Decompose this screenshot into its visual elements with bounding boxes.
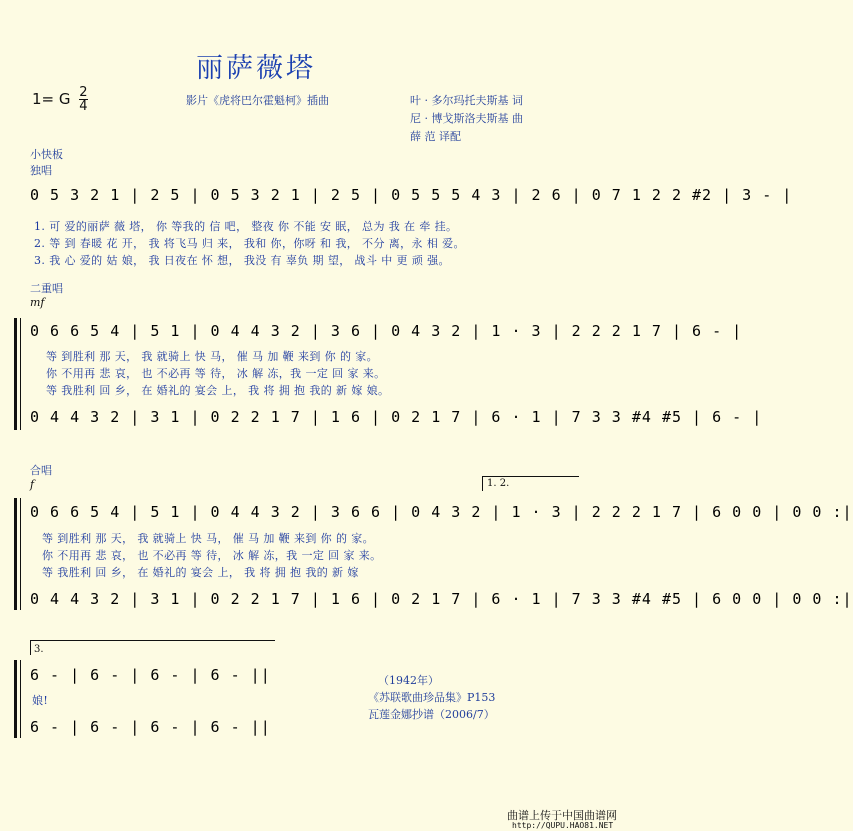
- duet-label: 二重唱: [30, 282, 63, 295]
- lyricist-credit: 叶 · 多尔玛托夫斯基 词: [410, 94, 523, 107]
- solo-lyric-3: 3. 我 心 爱的 姑 娘， 我 日夜在 怀 想， 我没 有 辜负 期 望， 战斗 中 更 顽 强。: [34, 254, 450, 267]
- film-note: 影片《虎将巴尔霍魁柯》插曲: [186, 94, 329, 107]
- chorus-bracket-line: [20, 498, 21, 610]
- key-signature: [32, 86, 88, 113]
- volta-3-bracket: [30, 640, 275, 655]
- duet-bracket-line: [20, 318, 21, 430]
- chorus-lower-melody: 0 4 4 3 2 | 3 1 | 0 2 2 1 7 | 1 6 | 0 2 1 7 | 6 · 1 | 7 3 3 #4 #5 | 6 0 0 | 0 0 :|: [30, 590, 853, 608]
- watermark-url[interactable]: http://QUPU.HAO81.NET: [512, 821, 614, 830]
- duet-upper-melody: 0 6 6 5 4 | 5 1 | 0 4 4 3 2 | 3 6 | 0 4 3 2 | 1 · 3 | 2 2 2 1 7 | 6 - |: [30, 322, 743, 340]
- source-note: 《苏联歌曲珍品集》P153: [368, 691, 496, 704]
- chorus-lyric-2: 你 不用再 悲 哀， 也 不必再 等 待， 冰 解 冻，我 一定 回 家 来。: [42, 549, 382, 562]
- ending-lower-melody: 6 - | 6 - | 6 - | 6 - ||: [30, 718, 271, 736]
- duet-lower-melody: 0 4 4 3 2 | 3 1 | 0 2 2 1 7 | 1 6 | 0 2 1 7 | 6 · 1 | 7 3 3 #4 #5 | 6 - |: [30, 408, 763, 426]
- year-note: （1942年）: [378, 674, 439, 687]
- ending-bracket: [14, 660, 17, 738]
- chorus-dynamic: f: [30, 478, 35, 491]
- ending-upper-melody: 6 - | 6 - | 6 - | 6 - ||: [30, 666, 271, 684]
- translator-credit: 薛 范 译配: [410, 130, 461, 143]
- chorus-lyric-3: 等 我胜利 回 乡， 在 婚礼的 宴会 上， 我 将 拥 抱 我的 新 嫁: [42, 566, 359, 579]
- duet-lyric-3: 等 我胜利 回 乡， 在 婚礼的 宴会 上， 我 将 拥 抱 我的 新 嫁 娘。: [46, 384, 390, 397]
- solo-lyric-1: 1. 可 爱的丽萨 薇 塔， 你 等我的 信 吧， 整夜 你 不能 安 眠， 总为 我 在 牵 挂。: [34, 220, 458, 233]
- composer-credit: 尼 · 博戈斯洛夫斯基 曲: [410, 112, 523, 125]
- ending-lyric: 娘!: [32, 694, 49, 707]
- chorus-label: 合唱: [30, 464, 52, 477]
- time-signature: [79, 86, 87, 113]
- song-title: 丽萨薇塔: [196, 53, 316, 84]
- duet-lyric-2: 你 不用再 悲 哀， 也 不必再 等 待， 冰 解 冻，我 一定 回 家 来。: [46, 367, 386, 380]
- solo-lyric-2: 2. 等 到 春暖 花 开， 我 将飞马 归 来， 我和 你，你呀 和 我， 不分 离，永 相 爱。: [34, 237, 465, 250]
- time-bottom: 4: [79, 99, 88, 114]
- volta-1-2-label: 1. 2.: [487, 478, 510, 489]
- duet-dynamic: mf: [30, 296, 45, 309]
- chorus-upper-melody: 0 6 6 5 4 | 5 1 | 0 4 4 3 2 | 3 6 6 | 0 4 3 2 | 1 · 3 | 2 2 2 1 7 | 6 0 0 | 0 0 :|: [30, 503, 853, 521]
- watermark-text: 曲谱上传于中国曲谱网: [507, 809, 617, 822]
- volta-3-label: 3.: [34, 644, 44, 655]
- chorus-bracket: [14, 498, 17, 610]
- solo-label: 独唱: [30, 164, 52, 177]
- duet-lyric-1: 等 到胜利 那 天， 我 就骑上 快 马， 催 马 加 鞭 来到 你 的 家。: [46, 350, 379, 363]
- ending-bracket-line: [20, 660, 21, 738]
- solo-melody: 0 5 3 2 1 | 2 5 | 0 5 3 2 1 | 2 5 | 0 5 5 5 4 3 | 2 6 | 0 7 1 2 2 #2 | 3 - |: [30, 186, 793, 204]
- copyist-note: 瓦莲金娜抄谱（2006/7）: [368, 708, 495, 721]
- time-top: 2: [79, 85, 88, 100]
- chorus-lyric-1: 等 到胜利 那 天， 我 就骑上 快 马， 催 马 加 鞭 来到 你 的 家。: [42, 532, 375, 545]
- duet-bracket: [14, 318, 17, 430]
- tempo-marking: 小快板: [30, 148, 63, 161]
- key-text: 1= G: [32, 90, 71, 108]
